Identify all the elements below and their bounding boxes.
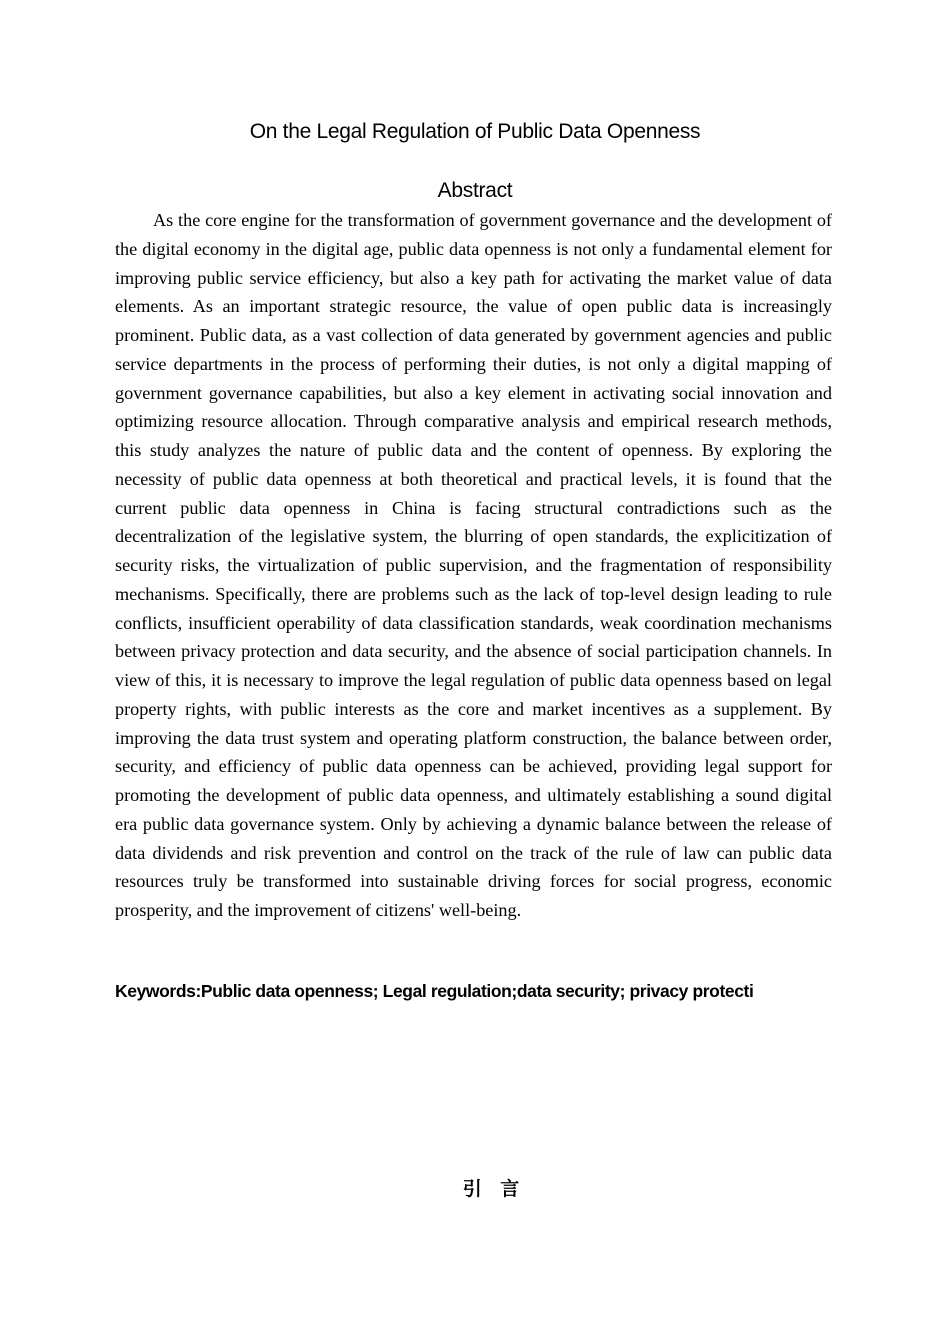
keywords-line: Keywords:Public data openness; Legal regulation;data security; privacy protecti: [115, 981, 754, 1001]
paper-title: On the Legal Regulation of Public Data Openness: [249, 120, 701, 143]
abstract-body: As the core engine for the transformation of government governance and the development of the digital economy in the digital age, public data openness is not only a fundamental element for improving public service efficiency, but also a key path for activating the market value of data elements. As an important strategic resource, the value of open public data is increasingly prominent. Public data, as a vast collection of data generated by government agencies and public service departments in the process of performing their duties, is not only a digital mapping of government governance capabilities, but also a key element in activating social innovation and optimizing resource allocation. Through comparative analysis and empirical research methods, this study analyzes the nature of public data and the content of openness. By exploring the necessity of public data openness at both theoretical and practical levels, it is found that the current public data openness in China is facing structural contradictions such as the decentralization of the legislative system, the blurring of open standards, the explicitization of security risks, the virtualization of public supervision, and the fragmentation of responsibility mechanisms. Specifically, there are problems such as the lack of top-level design leading to rule conflicts, insufficient operability of data classification standards, weak coordination mechanisms between privacy protection and data security, and the absence of social participation channels. In view of this, it is necessary to improve the legal regulation of public data openness based on legal property rights, with public interests as the core and market incentives as a supplement. By improving the data trust system and operating platform construction, the balance between order, security, and efficiency of public data openness can be achieved, providing legal support for promoting the development of public data openness, and ultimately establishing a sound digital era public data governance system. Only by achieving a dynamic balance between the release of data dividends and risk prevention and control on the track of the rule of law can public data resources truly be transformed into sustainable driving forces for social progress, economic prosperity, and the improvement of citizens' well-being.: [115, 210, 832, 920]
introduction-heading: 引 言: [462, 1178, 526, 1200]
abstract-heading: Abstract: [437, 179, 513, 202]
